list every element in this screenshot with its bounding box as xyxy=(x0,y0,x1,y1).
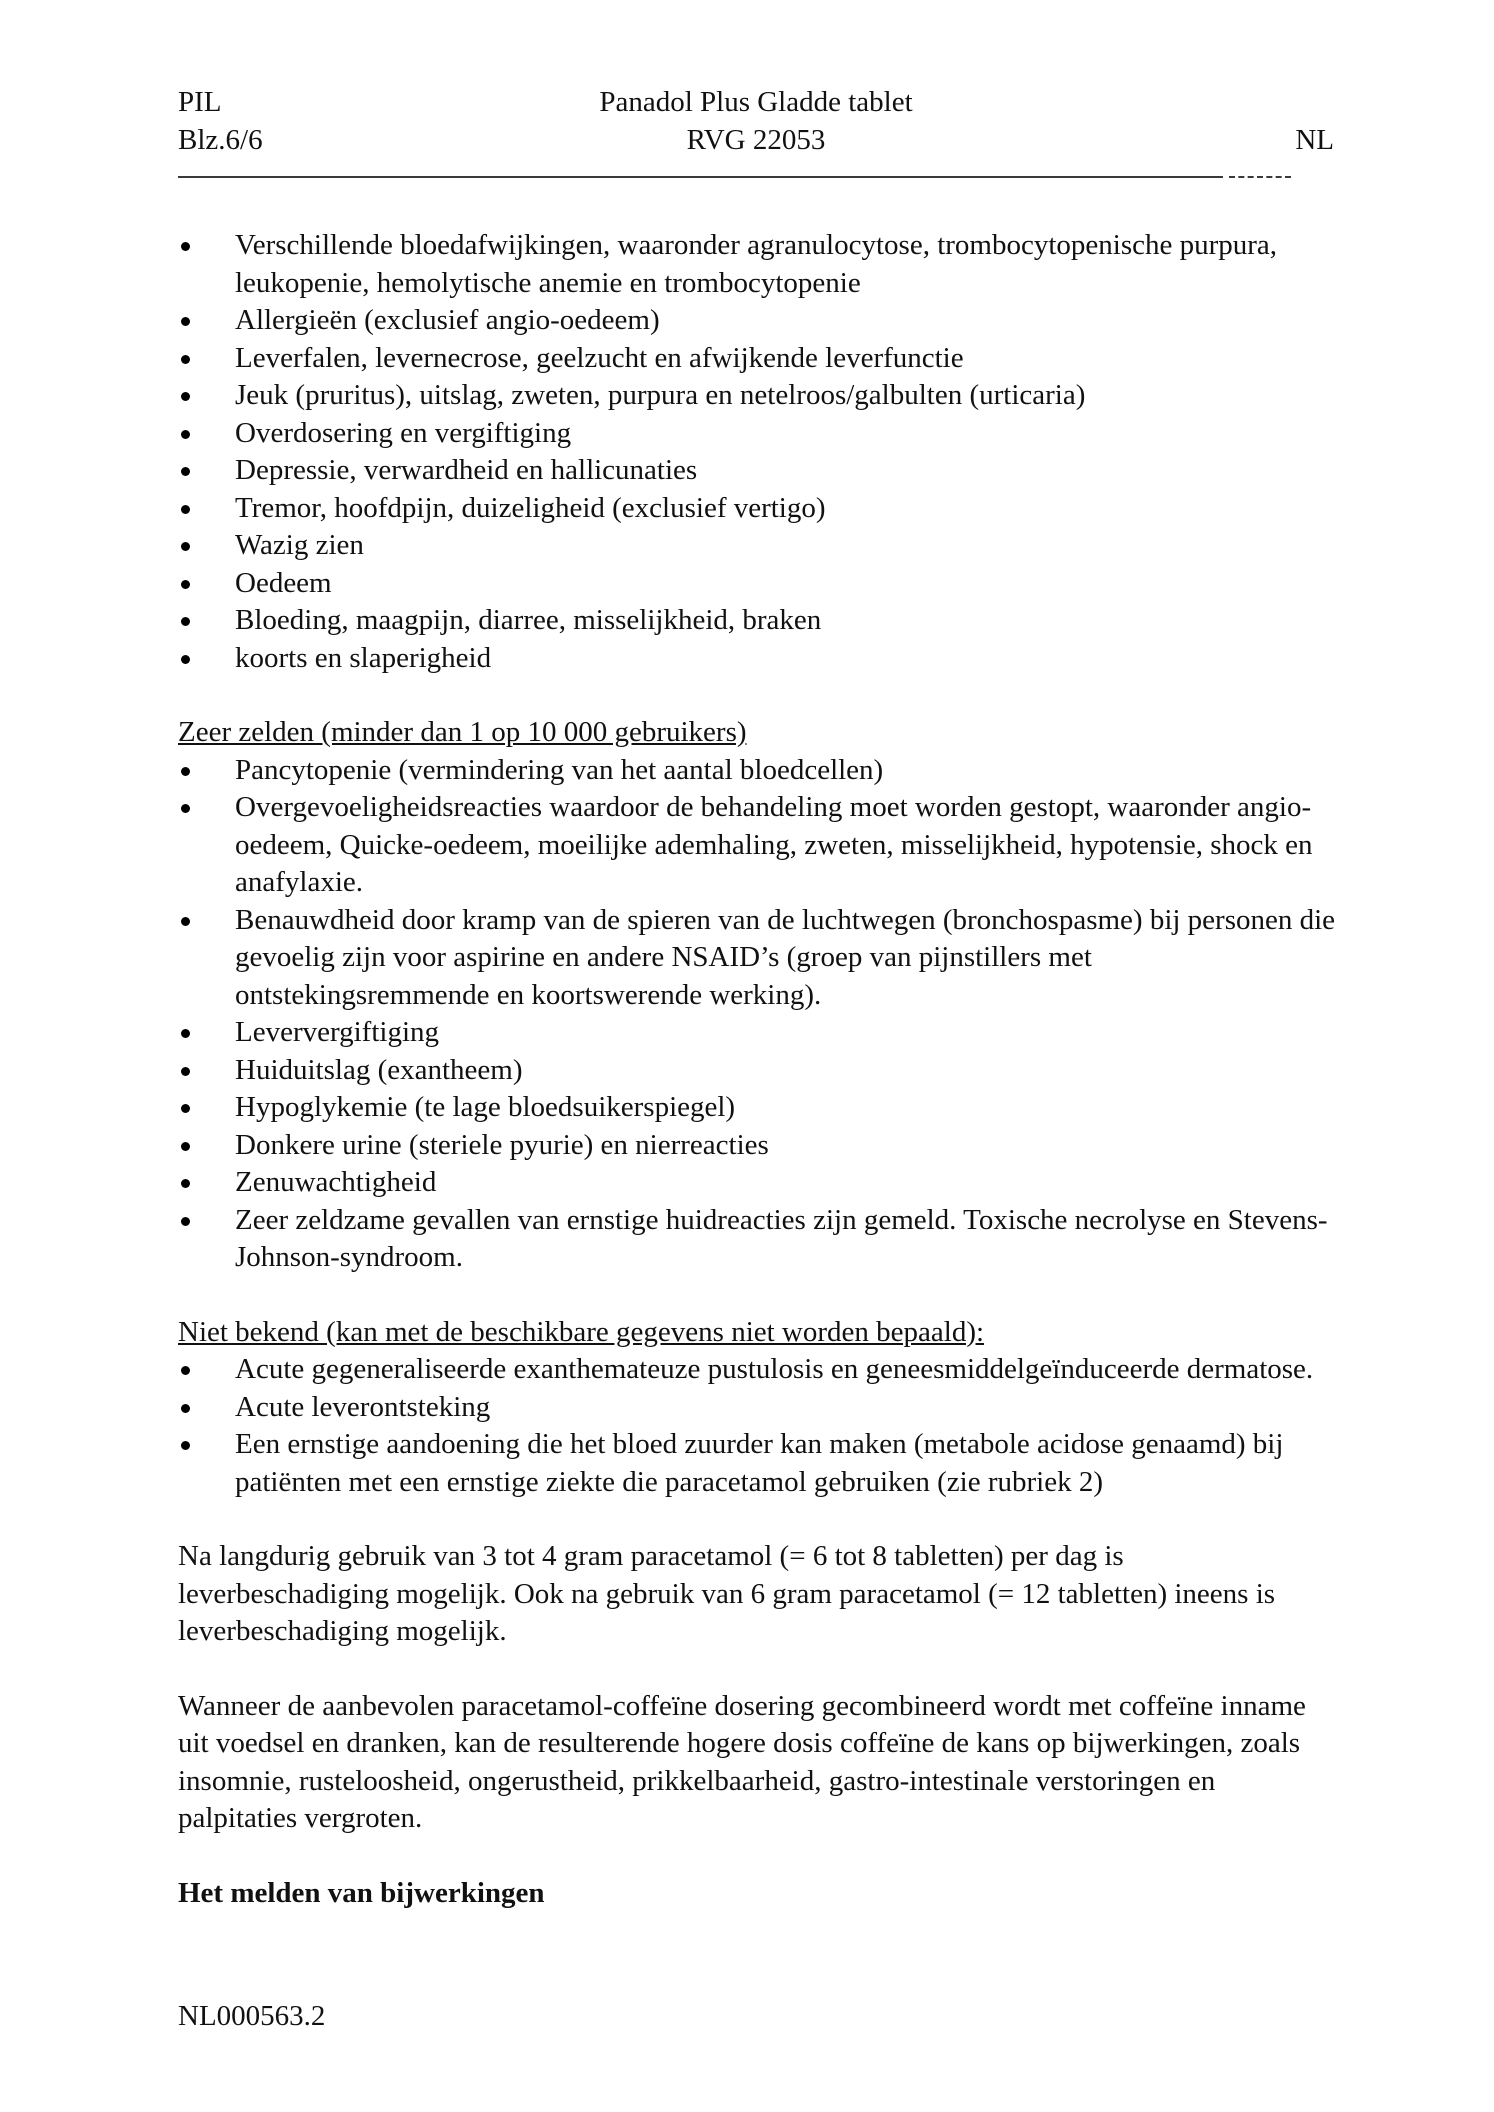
list-item xyxy=(178,1389,1338,1427)
list-item-text: Tremor, hoofdpijn, duizeligheid (exclusief vertigo) xyxy=(235,491,826,524)
list-item xyxy=(178,1351,1338,1389)
side-effects-list-not-known xyxy=(178,1351,1338,1501)
list-item-text: Acute leverontsteking xyxy=(235,1390,491,1423)
list-item-text: Verschillende bloedafwijkingen, waaronder agranulocytose, trombocytopenische purpura, leukopenie, hemolytische anemie en trombocytopenie xyxy=(235,229,1278,299)
list-item-text: Overdosering en vergiftiging xyxy=(235,416,572,449)
list-item-text: koorts en slaperigheid xyxy=(235,641,492,674)
side-effects-list-common xyxy=(178,227,1338,677)
list-item-text: Benauwdheid door kramp van de spieren van de luchtwegen (bronchospasme) bij personen die gevoelig zijn voor aspirine en andere NSAID’s (groep van pijnstillers met ontstekingsremmende en koortswerende werking). xyxy=(235,903,1336,1011)
doc-reg-number: RVG 22053 xyxy=(686,123,826,156)
header-rule-dashes xyxy=(1229,176,1291,178)
header-rule-solid xyxy=(178,176,1223,178)
bullet-icon xyxy=(181,580,190,589)
list-item xyxy=(178,415,1338,453)
list-item xyxy=(178,1164,1338,1202)
section-heading-very-rare: Zeer zelden (minder dan 1 op 10 000 gebruikers) xyxy=(178,716,747,748)
list-item xyxy=(178,452,1338,490)
list-item xyxy=(178,1426,1338,1501)
bullet-icon xyxy=(181,1404,190,1413)
list-item xyxy=(178,752,1338,790)
bullet-icon xyxy=(181,317,190,326)
document-body xyxy=(178,227,1338,1912)
doc-code: NL000563.2 xyxy=(178,2000,326,2032)
list-item-text: Oedeem xyxy=(235,566,332,599)
list-item-text: Donkere urine (steriele pyurie) en nierreacties xyxy=(235,1128,769,1161)
list-item xyxy=(178,227,1338,302)
list-item xyxy=(178,1014,1338,1052)
list-item xyxy=(178,340,1338,378)
list-item xyxy=(178,527,1338,565)
page-number: Blz.6/6 xyxy=(178,123,263,156)
bullet-icon xyxy=(181,767,190,776)
list-item-text: Bloeding, maagpijn, diarree, misselijkheid, braken xyxy=(235,604,822,636)
bullet-icon xyxy=(181,505,190,514)
bullet-icon xyxy=(181,1366,190,1375)
list-item-text: Pancytopenie (vermindering van het aantal bloedcellen) xyxy=(235,753,884,786)
list-item-text: Overgevoeligheidsreacties waardoor de behandeling moet worden gestopt, waaronder angio-oedeem, Quicke-oedeem, moeilijke ademhaling, zweten, misselijkheid, hypotensie, shock en anafylaxie. xyxy=(235,791,1313,898)
bullet-icon xyxy=(181,430,190,439)
list-item-text: Een ernstige aandoening die het bloed zuurder kan maken (metabole acidose genaamd) bij patiënten met een ernstige ziekte die paracetamol gebruiken (zie rubriek 2) xyxy=(235,1428,1284,1498)
list-item-text: Leverfalen, levernecrose, geelzucht en afwijkende leverfunctie xyxy=(235,341,964,374)
list-item-text: Wazig zien xyxy=(235,529,364,561)
list-item-text: Allergieën (exclusief angio-oedeem) xyxy=(235,304,660,336)
list-item-text: Leververgiftiging xyxy=(235,1016,440,1048)
list-item-text: Zenuwachtigheid xyxy=(235,1166,437,1198)
bullet-icon xyxy=(181,1067,190,1076)
bullet-icon xyxy=(181,355,190,364)
list-item xyxy=(178,1052,1338,1090)
bullet-icon xyxy=(181,467,190,476)
list-item xyxy=(178,377,1338,415)
list-item-text: Depressie, verwardheid en hallicunaties xyxy=(235,454,698,486)
list-item xyxy=(178,602,1338,640)
list-item-text: Huiduitslag (exantheem) xyxy=(235,1053,523,1086)
list-item xyxy=(178,789,1338,902)
bullet-icon xyxy=(181,1217,190,1226)
section-heading-not-known: Niet bekend (kan met de beschikbare gegevens niet worden bepaald): xyxy=(178,1315,985,1348)
bullet-icon xyxy=(181,1441,190,1450)
page-header xyxy=(178,84,1334,159)
list-item xyxy=(178,1202,1338,1277)
list-item xyxy=(178,902,1338,1015)
header-rule xyxy=(178,176,1291,178)
bullet-icon xyxy=(181,617,190,626)
bullet-icon xyxy=(181,1179,190,1188)
bullet-icon xyxy=(181,804,190,813)
section-heading-reporting: Het melden van bijwerkingen xyxy=(178,1876,545,1909)
list-item-text: Hypoglykemie (te lage bloedsuikerspiegel) xyxy=(235,1091,736,1123)
list-item xyxy=(178,565,1338,603)
bullet-icon xyxy=(181,542,190,551)
header-row-2 xyxy=(178,122,1334,160)
list-item-text: Zeer zeldzame gevallen van ernstige huidreacties zijn gemeld. Toxische necrolyse en Stevens-Johnson-syndroom. xyxy=(235,1203,1328,1273)
header-row-1 xyxy=(178,84,1334,122)
list-item xyxy=(178,1127,1338,1165)
bullet-icon xyxy=(181,242,190,251)
list-item-text: Acute gegeneraliseerde exanthemateuze pustulosis en geneesmiddelgeïnduceerde dermatose. xyxy=(235,1353,1314,1385)
list-item xyxy=(178,490,1338,528)
side-effects-list-very-rare xyxy=(178,752,1338,1277)
list-item xyxy=(178,302,1338,340)
bullet-icon xyxy=(181,1104,190,1113)
bullet-icon xyxy=(181,917,190,926)
doc-title: Panadol Plus Gladde tablet xyxy=(599,86,913,118)
bullet-icon xyxy=(181,655,190,664)
doc-type-label: PIL xyxy=(178,86,222,118)
list-item xyxy=(178,1089,1338,1127)
paragraph-caffeine: Wanneer de aanbevolen paracetamol-coffeïne dosering gecombineerd wordt met coffeïne inname uit voedsel en dranken, kan de resulterende hogere dosis coffeïne de kans op bijwerkingen, zoals insomnie, rusteloosheid, ongerustheid, prikkelbaarheid, gastro-intestinale verstoringen en palpitaties vergroten. xyxy=(178,1689,1306,1834)
list-item-text: Jeuk (pruritus), uitslag, zweten, purpura en netelroos/galbulten (urticaria) xyxy=(235,379,1086,411)
language-code: NL xyxy=(1295,123,1334,156)
bullet-icon xyxy=(181,392,190,401)
bullet-icon xyxy=(181,1029,190,1038)
list-item xyxy=(178,640,1338,678)
paragraph-liver-damage: Na langdurig gebruik van 3 tot 4 gram paracetamol (= 6 tot 8 tabletten) per dag is leverbeschadiging mogelijk. Ook na gebruik van 6 gram paracetamol (= 12 tabletten) ineens is leverbeschadiging mogelijk. xyxy=(178,1540,1276,1647)
bullet-icon xyxy=(181,1142,190,1151)
